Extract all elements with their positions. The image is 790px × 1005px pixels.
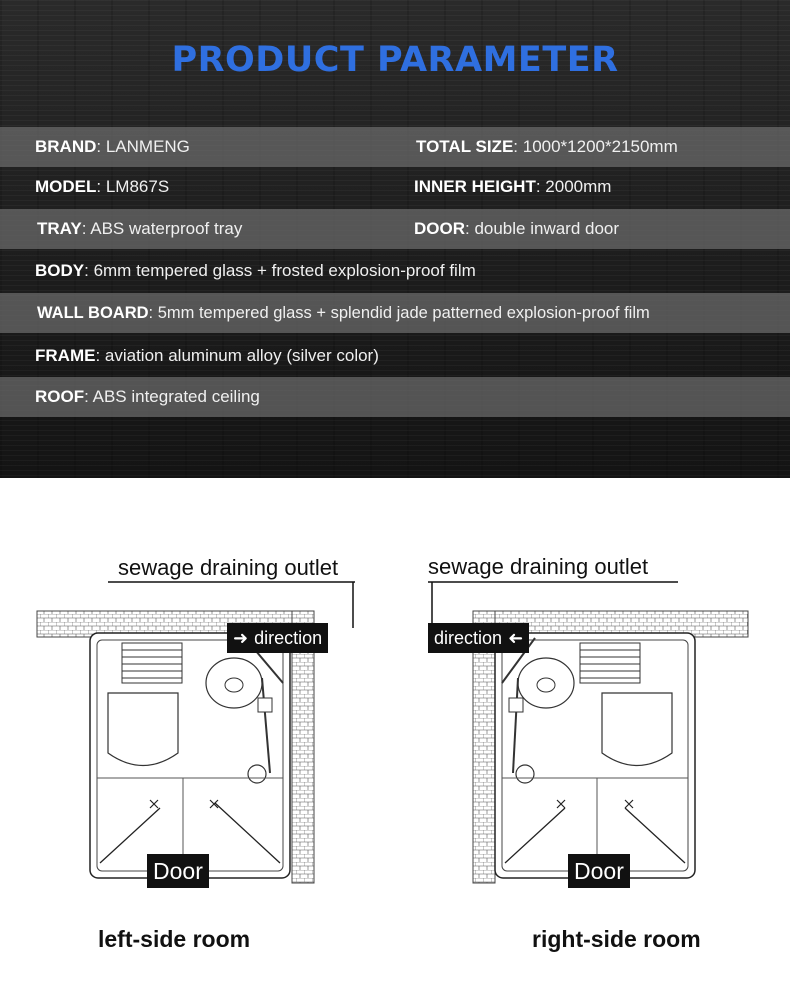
spec-value: : LANMENG bbox=[96, 137, 190, 156]
shower-head bbox=[248, 765, 266, 783]
spec-label: DOOR bbox=[414, 219, 465, 238]
spec-row bbox=[0, 293, 790, 333]
spec-brand bbox=[35, 127, 190, 167]
page-title: PRODUCT PARAMETER bbox=[171, 40, 619, 80]
spec-tray bbox=[37, 209, 242, 249]
spec-label: MODEL bbox=[35, 177, 97, 196]
left-side-room-plan bbox=[0, 478, 395, 1005]
parameter-panel bbox=[0, 0, 790, 478]
spec-value: : 1000*1200*2150mm bbox=[513, 137, 678, 156]
spec-door bbox=[414, 209, 619, 249]
spec-value: : double inward door bbox=[465, 219, 620, 238]
spec-row bbox=[0, 377, 790, 417]
right-side-room-plan bbox=[395, 478, 790, 1005]
shower-head bbox=[516, 765, 534, 783]
spec-body bbox=[35, 251, 476, 291]
spec-total-size bbox=[416, 127, 678, 167]
drain-label: sewage draining outlet bbox=[428, 554, 649, 579]
spec-row bbox=[0, 167, 790, 207]
spec-label: INNER HEIGHT bbox=[414, 177, 536, 196]
room-label: right-side room bbox=[532, 926, 701, 952]
spec-row bbox=[0, 127, 790, 167]
direction-badge bbox=[227, 623, 328, 653]
spec-label: BRAND bbox=[35, 137, 97, 156]
spec-row bbox=[0, 209, 790, 249]
direction-badge bbox=[428, 623, 529, 653]
spec-value: : 5mm tempered glass + splendid jade patterned explosion-proof film bbox=[148, 303, 650, 322]
left-floor-plan-drawing bbox=[0, 478, 395, 918]
spec-label: FRAME bbox=[35, 346, 96, 365]
direction-label: direction bbox=[254, 627, 323, 648]
spec-value: : ABS waterproof tray bbox=[81, 219, 243, 238]
spec-label: BODY bbox=[35, 261, 85, 280]
door-badge: Door bbox=[147, 854, 209, 888]
spec-inner-height bbox=[414, 167, 611, 207]
drain-label: sewage draining outlet bbox=[118, 555, 339, 580]
toilet bbox=[108, 693, 178, 766]
toilet bbox=[602, 693, 672, 766]
direction-label: direction bbox=[434, 627, 503, 648]
spec-value: : ABS integrated ceiling bbox=[84, 387, 260, 406]
spec-label: TRAY bbox=[37, 219, 82, 238]
right-floor-plan-drawing bbox=[395, 478, 790, 918]
spec-roof bbox=[35, 377, 260, 417]
spec-value: : aviation aluminum alloy (silver color) bbox=[95, 346, 379, 365]
spec-row bbox=[0, 336, 790, 376]
spec-value: : 6mm tempered glass + frosted explosion-proof film bbox=[84, 261, 476, 280]
spec-label: TOTAL SIZE bbox=[416, 137, 514, 156]
spec-value: : 2000mm bbox=[535, 177, 612, 196]
spec-label: WALL BOARD bbox=[37, 303, 149, 322]
spec-model bbox=[35, 167, 169, 207]
floor-plans-section bbox=[0, 478, 790, 1005]
spec-wall-board bbox=[37, 293, 650, 333]
spec-label: ROOF bbox=[35, 387, 85, 406]
door-badge: Door bbox=[568, 854, 630, 888]
room-label: left-side room bbox=[98, 926, 251, 952]
arrow-left-icon: ➜ bbox=[508, 627, 524, 648]
spec-value: : LM867S bbox=[96, 177, 170, 196]
spec-frame bbox=[35, 336, 379, 376]
spec-row bbox=[0, 251, 790, 291]
arrow-right-icon: ➜ bbox=[233, 627, 249, 648]
